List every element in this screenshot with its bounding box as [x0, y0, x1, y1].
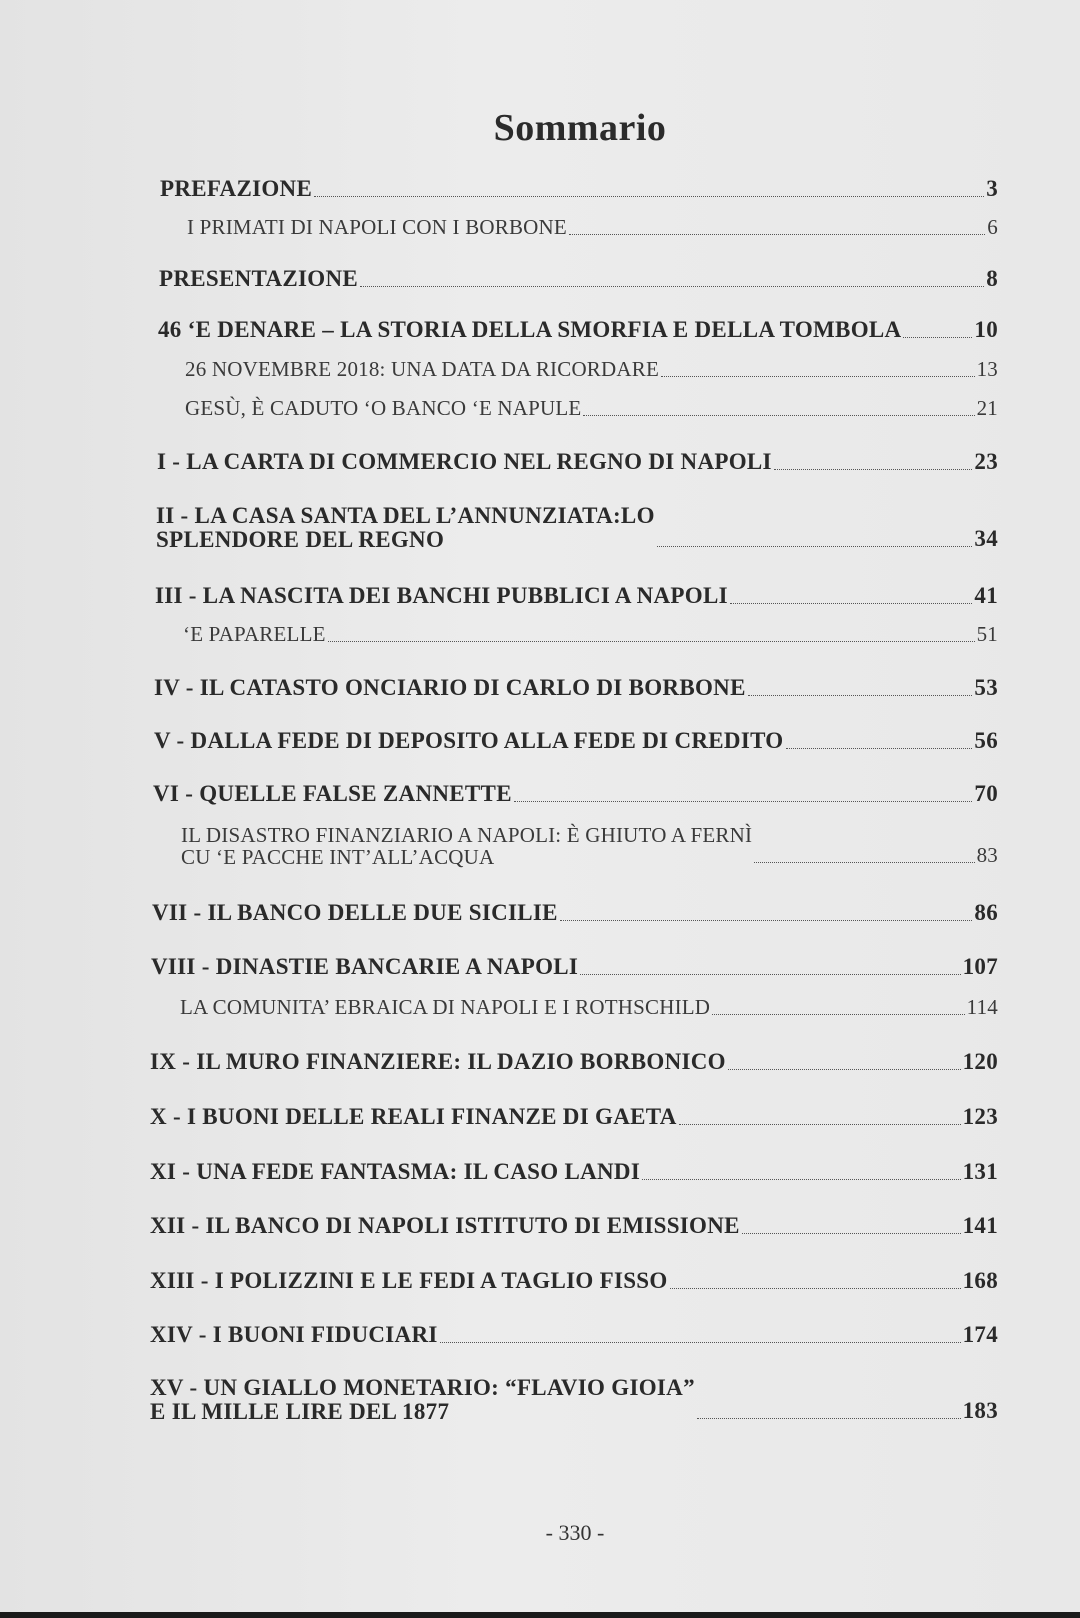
toc-subentry-comunita-ebraica [180, 995, 998, 1020]
toc-entry-label: V - DALLA FEDE DI DEPOSITO ALLA FEDE DI CREDITO [154, 728, 784, 753]
toc-entry-label [150, 1376, 695, 1424]
toc-entry-label [181, 824, 752, 868]
toc-entry-label: 26 NOVEMBRE 2018: UNA DATA DA RICORDARE [185, 357, 659, 381]
toc-entry-page: 41 [974, 583, 998, 608]
toc-entry-label-line2: E IL MILLE LIRE DEL 1877 [150, 1399, 450, 1425]
toc-entry-page: 114 [966, 995, 998, 1019]
toc-entry-page: 70 [974, 781, 998, 806]
dot-leader [786, 747, 973, 749]
toc-entry-chapter-1 [157, 449, 998, 475]
toc-entry-label-line1: XV - UN GIALLO MONETARIO: “FLAVIO GIOIA” [150, 1375, 695, 1400]
dot-leader [314, 195, 984, 197]
toc-entry-label: IX - IL MURO FINANZIERE: IL DAZIO BORBONICO [150, 1049, 726, 1074]
toc-entry-chapter-13 [150, 1268, 998, 1294]
toc-entry-label: III - LA NASCITA DEI BANCHI PUBBLICI A NAPOLI [155, 583, 728, 608]
toc-entry-page: 53 [974, 675, 998, 700]
toc-entry-chapter-11 [150, 1159, 998, 1185]
dot-leader [712, 1013, 965, 1015]
toc-entry-label: GESÙ, È CADUTO ‘O BANCO ‘E NAPULE [185, 396, 582, 420]
toc-entry-label: XIV - I BUONI FIDUCIARI [150, 1322, 438, 1347]
toc-subentry-26-novembre [185, 357, 998, 382]
toc-entry-prefazione [160, 176, 998, 202]
toc-entry-label: LA COMUNITA’ EBRAICA DI NAPOLI E I ROTHSCHILD [180, 995, 711, 1019]
toc-subentry-disastro [181, 824, 998, 868]
toc-entry-label-line1: IL DISASTRO FINANZIARIO A NAPOLI: È GHIUTO A FERNÌ [181, 823, 753, 847]
toc-entry-label: I PRIMATI DI NAPOLI CON I BORBONE [187, 215, 567, 239]
dot-leader [569, 233, 985, 235]
toc-entry-label: PRESENTAZIONE [159, 266, 359, 291]
dot-leader [661, 375, 975, 377]
dot-leader [583, 414, 974, 416]
toc-entry-chapter-2 [156, 504, 998, 552]
dot-leader [742, 1232, 961, 1234]
toc-entry-label: ‘E PAPARELLE [183, 622, 326, 646]
toc-entry-label: XI - UNA FEDE FANTASMA: IL CASO LANDI [150, 1159, 641, 1184]
dot-leader [748, 694, 973, 696]
toc-entry-label: IV - IL CATASTO ONCIARIO DI CARLO DI BORBONE [154, 675, 746, 700]
toc-entry-chapter-15 [150, 1376, 998, 1424]
toc-entry-label: VI - QUELLE FALSE ZANNETTE [153, 781, 512, 806]
toc-entry-page: 10 [974, 317, 998, 342]
toc-entry-page: 51 [976, 622, 998, 646]
page-title: Sommario [493, 107, 667, 149]
toc-entry-label-line2: SPLENDORE DEL REGNO [156, 527, 445, 553]
toc-entry-page: 107 [962, 954, 998, 979]
toc-entry-label: PREFAZIONE [160, 176, 313, 201]
toc-entry-page: 83 [976, 843, 998, 868]
toc-entry-presentazione [159, 266, 998, 292]
toc-entry-page: 183 [962, 1398, 998, 1424]
toc-entry-page: 168 [962, 1268, 998, 1293]
toc-entry-label: XIII - I POLIZZINI E LE FEDI A TAGLIO FISSO [150, 1268, 668, 1293]
toc-subentry-gesu [185, 396, 998, 421]
toc-entry-chapter-6 [153, 781, 998, 807]
dot-leader [514, 800, 973, 802]
toc-entry-chapter-5 [154, 728, 998, 754]
page-number: - 330 - [545, 1520, 605, 1545]
toc-entry-46-e-denare [158, 317, 998, 343]
dot-leader [679, 1123, 961, 1125]
dot-leader [730, 602, 973, 604]
dot-leader [328, 640, 975, 642]
dot-leader [754, 861, 974, 863]
dot-leader [642, 1178, 961, 1180]
dot-leader [360, 285, 984, 287]
dot-leader [697, 1417, 961, 1419]
toc-entry-page: 21 [976, 396, 998, 420]
toc-entry-chapter-4 [154, 675, 998, 701]
toc-entry-page: 8 [986, 266, 998, 291]
toc-subentry-paparelle [183, 622, 998, 647]
toc-entry-chapter-14 [150, 1322, 998, 1348]
dot-leader [774, 468, 973, 470]
toc-entry-label: 46 ‘E DENARE – LA STORIA DELLA SMORFIA E DELLA TOMBOLA [158, 317, 902, 342]
toc-entry-label [156, 504, 655, 552]
toc-entry-label: I - LA CARTA DI COMMERCIO NEL REGNO DI NAPOLI [157, 449, 772, 474]
toc-entry-page: 174 [962, 1322, 998, 1347]
toc-entry-label: VII - IL BANCO DELLE DUE SICILIE [152, 900, 558, 925]
toc-entry-page: 123 [962, 1104, 998, 1129]
toc-entry-page: 56 [974, 728, 998, 753]
toc-entry-chapter-3 [155, 583, 998, 609]
dot-leader [728, 1068, 961, 1070]
toc-entry-page: 86 [974, 900, 998, 925]
dot-leader [580, 973, 960, 975]
toc-entry-label: X - I BUONI DELLE REALI FINANZE DI GAETA [150, 1104, 677, 1129]
dot-leader [903, 336, 972, 338]
toc-entry-chapter-12 [150, 1213, 998, 1239]
toc-entry-page: 141 [962, 1213, 998, 1238]
toc-entry-chapter-10 [150, 1104, 998, 1130]
toc-entry-chapter-8 [151, 954, 998, 980]
toc-entry-chapter-7 [152, 900, 998, 926]
toc-entry-page: 13 [976, 357, 998, 381]
dot-leader [657, 545, 973, 547]
dot-leader [440, 1341, 961, 1343]
toc-entry-label: XII - IL BANCO DI NAPOLI ISTITUTO DI EMISSIONE [150, 1213, 740, 1238]
page-edge-shadow [0, 1612, 1080, 1618]
toc-entry-label-line1: II - LA CASA SANTA DEL L’ANNUNZIATA:LO [156, 503, 655, 528]
toc-entry-page: 34 [974, 526, 998, 552]
toc-subentry-primati [187, 215, 998, 240]
toc-entry-page: 131 [962, 1159, 998, 1184]
dot-leader [560, 919, 973, 921]
toc-entry-page: 120 [962, 1049, 998, 1074]
toc-entry-label: VIII - DINASTIE BANCARIE A NAPOLI [151, 954, 579, 979]
toc-entry-page: 23 [974, 449, 998, 474]
toc-entry-label-line2: CU ‘E PACCHE INT’ALL’ACQUA [181, 845, 495, 870]
toc-entry-chapter-9 [150, 1049, 998, 1075]
dot-leader [670, 1287, 961, 1289]
toc-entry-page: 6 [987, 215, 998, 239]
toc-entry-page: 3 [986, 176, 998, 201]
